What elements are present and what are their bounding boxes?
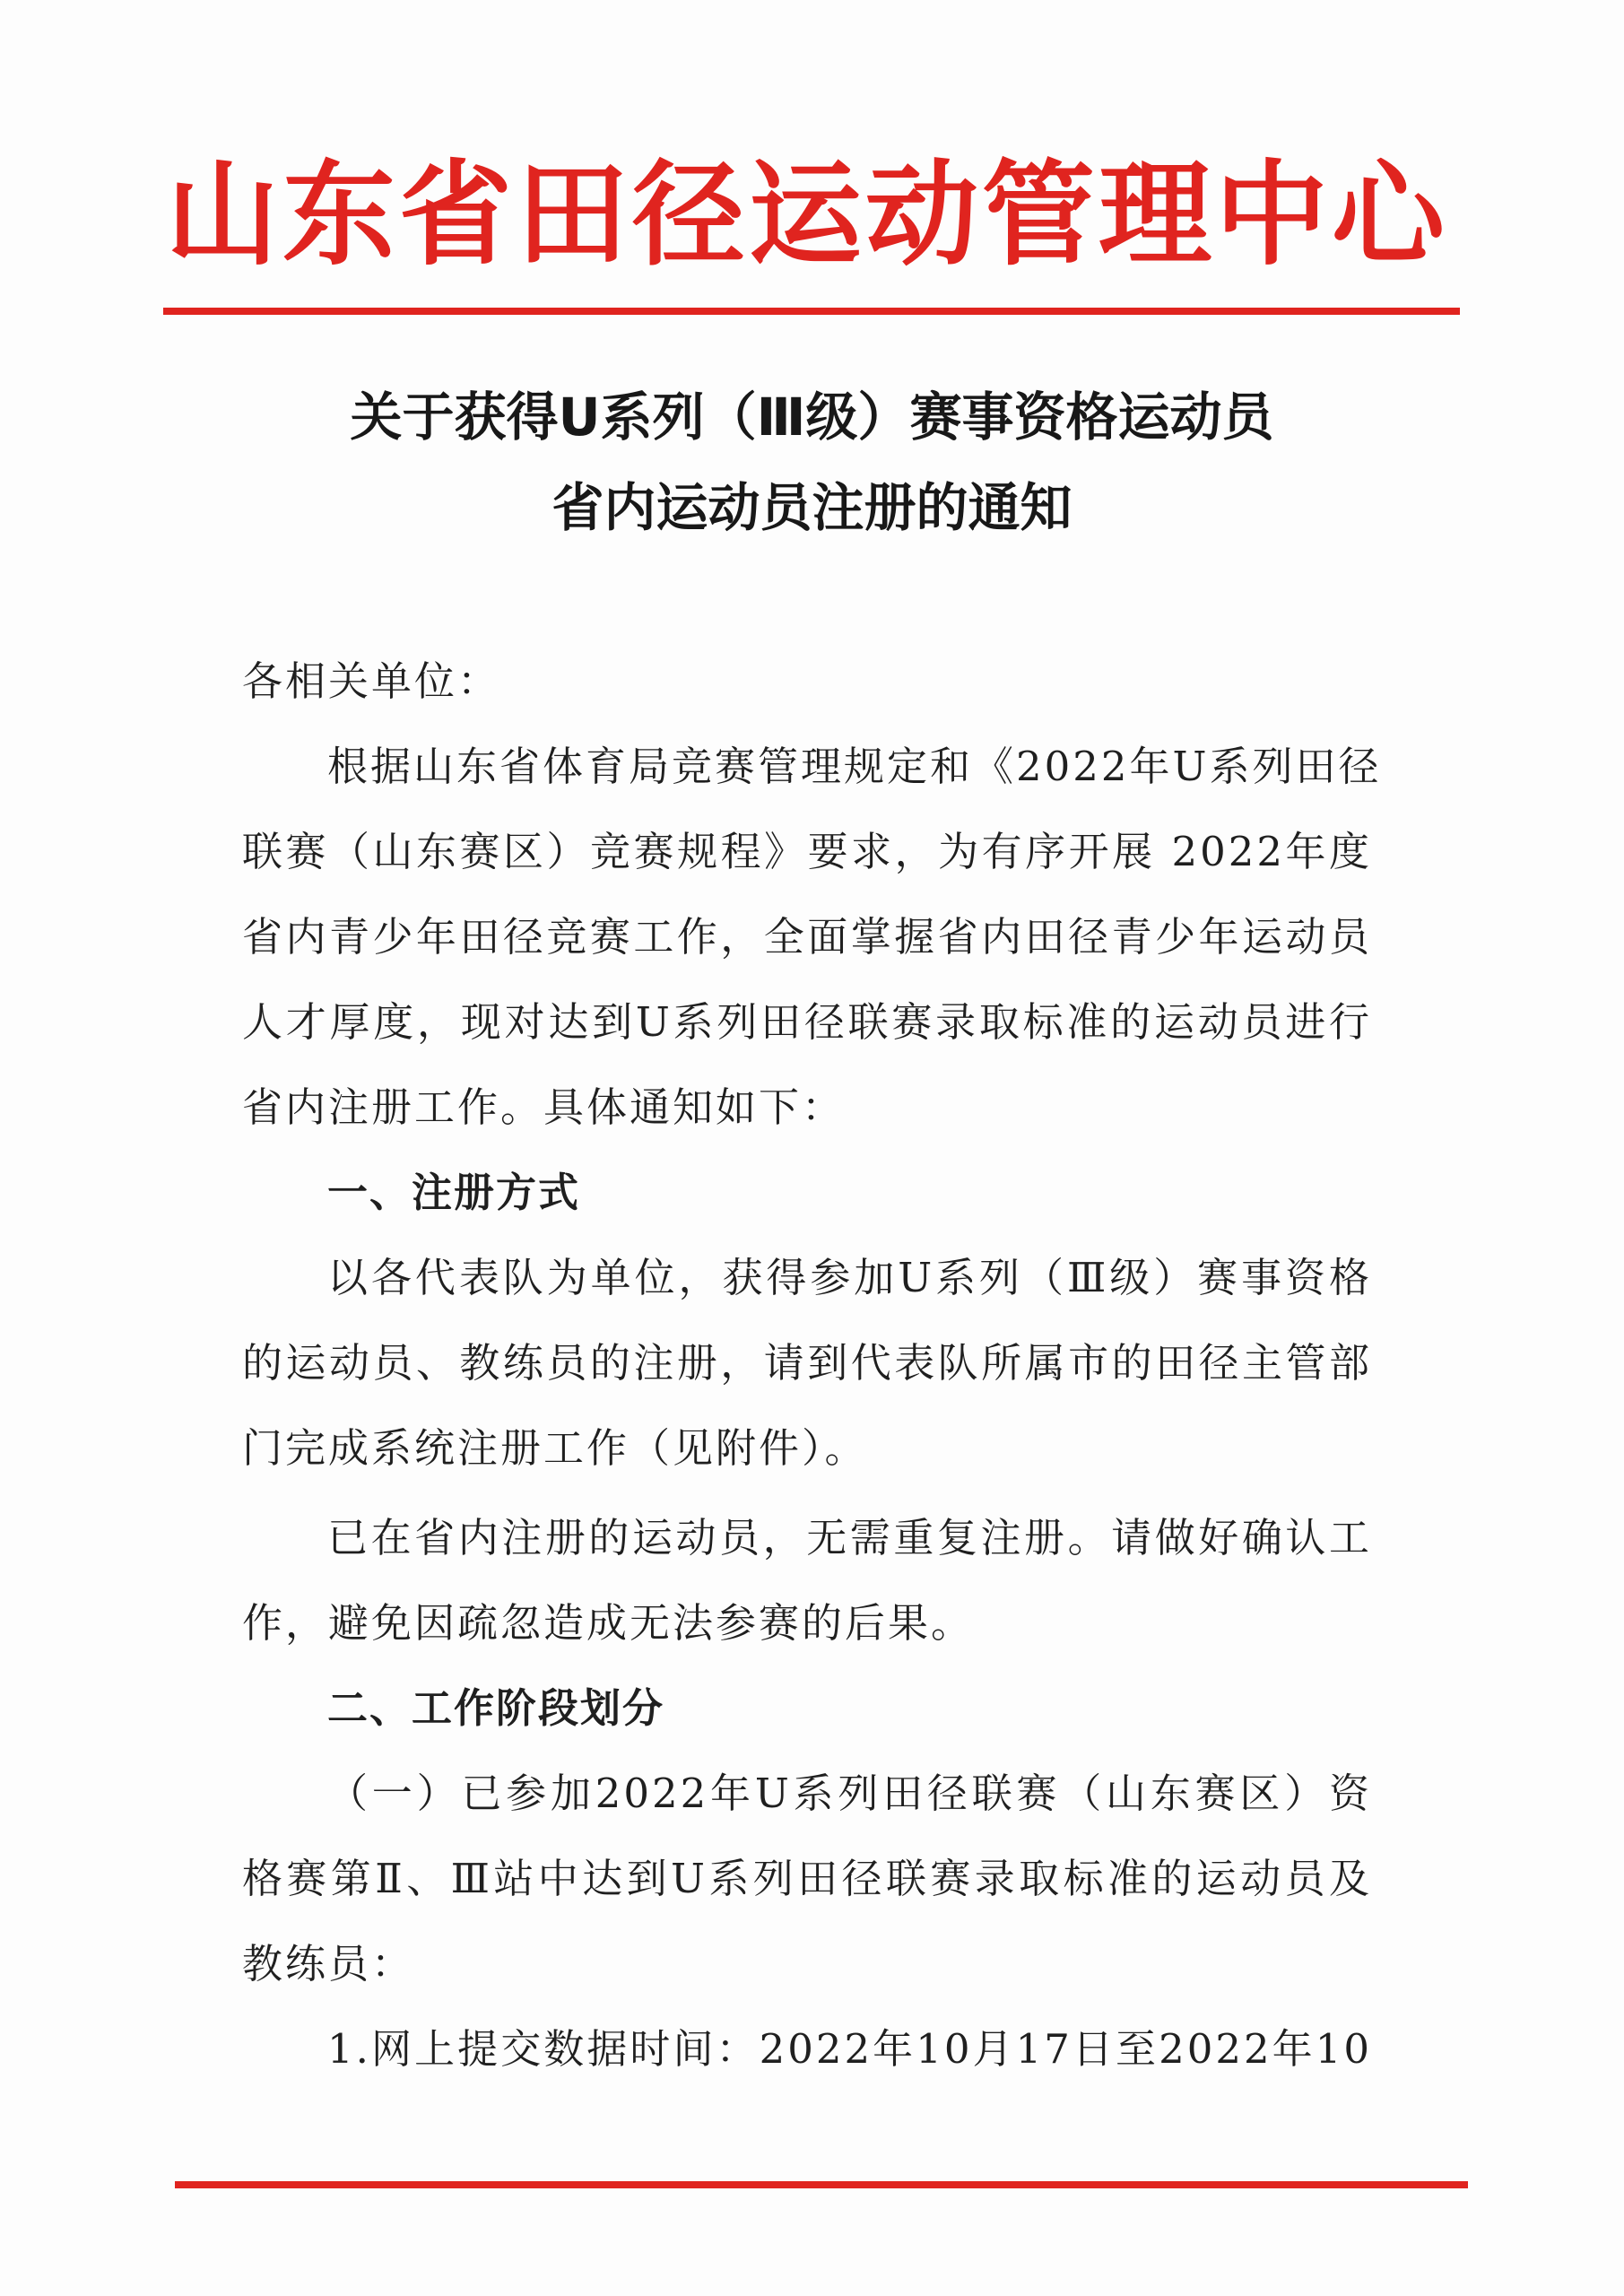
document-title-line-2: 省内运动员注册的通知 [551,477,1073,538]
paragraph-4-line: 格赛第Ⅱ、Ⅲ站中达到U系列田径联赛录取标准的运动员及 [242,1855,1372,1902]
paragraph-3-line: 作，避免因疏忽造成无法参赛的后果。 [242,1599,975,1647]
paragraph-3-line: 已在省内注册的运动员，无需重复注册。请做好确认工 [327,1514,1372,1561]
paragraph-4-line: （一）已参加2022年U系列田径联赛（山东赛区）资 [327,1770,1372,1817]
paragraph-1-line: 根据山东省体育局竞赛管理规定和《2022年U系列田径 [327,743,1382,790]
paragraph-1-line: 联赛（山东赛区）竞赛规程》要求，为有序开展 2022年度 [242,828,1372,875]
paragraph-2-line: 门完成系统注册工作（见附件）。 [242,1424,868,1472]
list-item-1-line: 1.网上提交数据时间：2022年10月17日至2022年10 [327,2025,1372,2073]
paragraph-2-line: 以各代表队为单位，获得参加U系列（Ⅲ级）赛事资格 [327,1254,1372,1301]
masthead-red-rule [163,308,1460,315]
paragraph-2-line: 的运动员、教练员的注册，请到代表队所属市的田径主管部 [242,1339,1372,1387]
paragraph-4-line: 教练员： [242,1940,415,1987]
footer-red-rule [175,2181,1468,2188]
section-heading-work-stages: 二、工作阶段划分 [327,1684,665,1732]
paragraph-1-line: 省内注册工作。具体通知如下： [242,1083,846,1131]
org-masthead: 山东省田径运动管理中心 [166,149,1448,281]
section-heading-registration: 一、注册方式 [327,1169,581,1216]
salutation: 各相关单位： [242,657,501,705]
paragraph-1-line: 省内青少年田径竞赛工作，全面掌握省内田径青少年运动员 [242,913,1372,961]
paragraph-1-line: 人才厚度，现对达到U系列田径联赛录取标准的运动员进行 [242,998,1372,1046]
document-title-line-1: 关于获得U系列（Ⅲ级）赛事资格运动员 [350,387,1274,448]
